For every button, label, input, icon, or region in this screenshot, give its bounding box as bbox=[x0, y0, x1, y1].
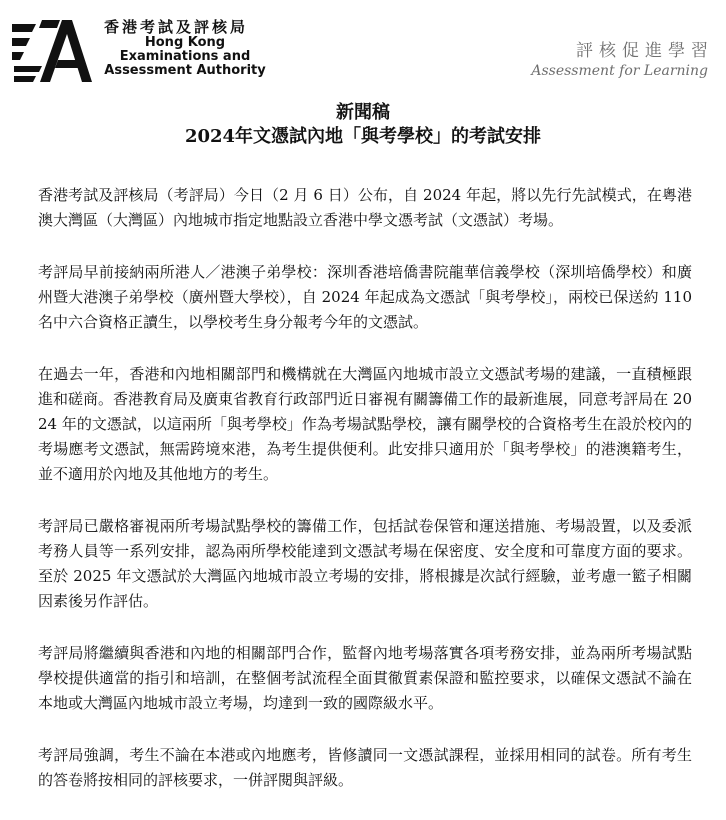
document-subheading: 2024年文憑試內地「與考學校」的考試安排 bbox=[184, 126, 542, 147]
press-release-title bbox=[0, 101, 726, 149]
org-name-en-line-2: Examinations and bbox=[119, 49, 251, 64]
slogan bbox=[508, 40, 714, 80]
slogan-en: Assessment for Learning bbox=[531, 63, 708, 79]
org-name-en-line-1: Hong Kong bbox=[144, 35, 226, 50]
paragraph-2: 考評局早前接納兩所港人／港澳子弟學校：深圳香港培僑書院龍華信義學校（深圳培僑學校）和廣州暨大港澳子弟學校（廣州暨大學校），自 2024 年起成為文憑試「與考學校」，兩校已保送約 110 名中六合資格正讀生，以學校考生身分報考今年的文憑試。 bbox=[38, 263, 692, 331]
hkeaa-logo-icon bbox=[12, 16, 94, 84]
paragraph-4: 考評局已嚴格審視兩所考場試點學校的籌備工作，包括試卷保管和運送措施、考場設置，以及委派考務人員等一系列安排，認為兩所學校能達到文憑試考場在保密度、安全度和可靠度方面的要求。至於 2025 年文憑試於大灣區內地城市設立考場的安排，將根據是次試行經驗，並考慮一籃子相關因素後另作評估。 bbox=[38, 517, 692, 610]
press-release-body bbox=[38, 183, 692, 820]
paragraph-5: 考評局將繼續與香港和內地的相關部門合作，監督內地考場落實各項考務安排，並為兩所考場試點學校提供適當的指引和培訓，在整個考試流程全面貫徹質素保證和監控要求，以確保文憑試不論在本地或大灣區內地城市設立考場，均達到一致的國際級水平。 bbox=[38, 644, 692, 712]
paragraph-1: 香港考試及評核局（考評局）今日（2 月 6 日）公布，自 2024 年起，將以先行先試模式，在粵港澳大灣區（大灣區）內地城市指定地點設立香港中學文憑考試（文憑試）考場。 bbox=[38, 186, 692, 229]
org-name-en-line-3: Assessment Authority bbox=[104, 63, 266, 78]
paragraph-6: 考評局強調，考生不論在本港或內地應考，皆修讀同一文憑試課程，並採用相同的試卷。所有考生的答卷將按相同的評核要求，一併評閱與評級。 bbox=[38, 746, 692, 789]
slogan-zh: 評核促進學習 bbox=[576, 41, 714, 61]
organisation-name bbox=[102, 18, 292, 78]
letterhead bbox=[0, 0, 726, 92]
document-heading: 新聞稿 bbox=[336, 102, 390, 123]
org-name-zh: 香港考試及評核局 bbox=[104, 18, 249, 36]
paragraph-3: 在過去一年，香港和內地相關部門和機構就在大灣區內地城市設立文憑試考場的建議，一直積極跟進和磋商。香港教育局及廣東省教育行政部門近日審視有關籌備工作的最新進展，同意考評局在 2024 年的文憑試，以這兩所「與考學校」作為考場試點學校，讓有關學校的合資格考生在設於校內的考場應考文憑試，無需跨境來港，為考生提供便利。此安排只適用於「與考學校」的港澳籍考生，並不適用於內地及其他地方的考生。 bbox=[38, 365, 692, 483]
